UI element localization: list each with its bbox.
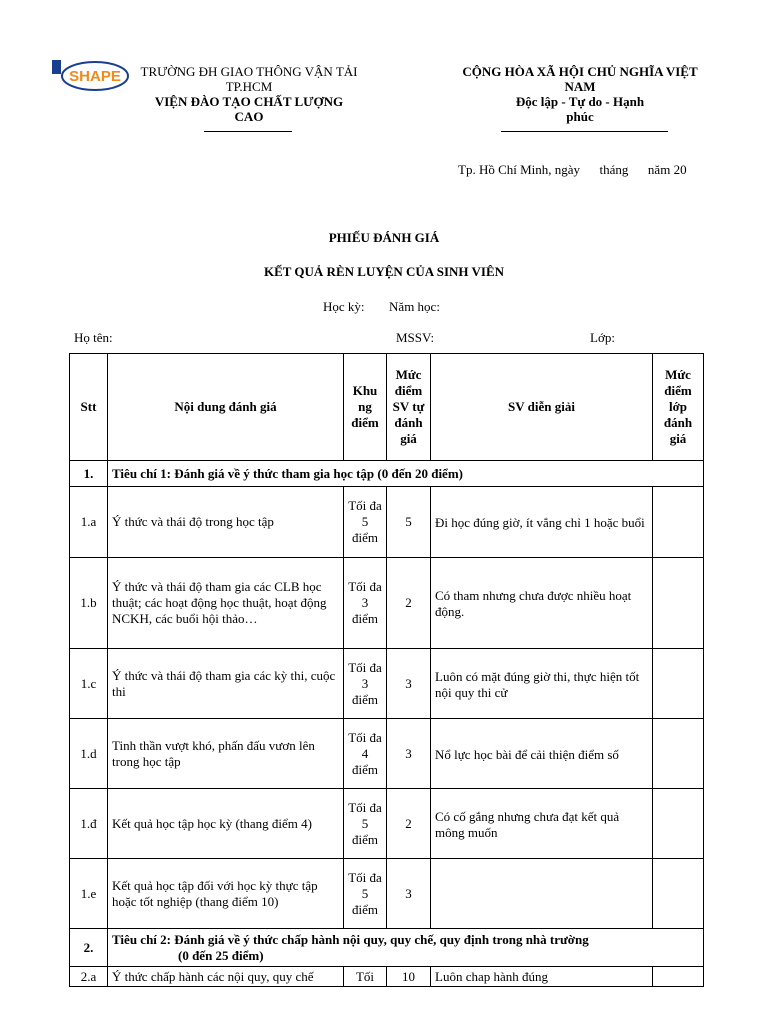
row-self-score: 3 [387,719,431,789]
row-content: Kết quả học tập học kỳ (thang điểm 4) [108,789,344,859]
row-self-score: 3 [387,859,431,929]
semester-label: Học kỳ: [323,299,365,314]
row-explanation: Có cố gắng nhưng chưa đạt kết quả mông muốn [431,789,653,859]
row-range: Tối đa 5 điểm [344,789,387,859]
table-row [70,859,704,929]
evaluation-table [69,353,704,987]
row-stt: 1.c [70,649,108,719]
row-stt: 1.e [70,859,108,929]
row-self-score: 10 [387,967,431,987]
row-content: Ý thức chấp hành các nội quy, quy chế [108,967,344,987]
row-self-score: 5 [387,487,431,558]
row-stt: 1.d [70,719,108,789]
school-logo [50,54,130,94]
name-label: Họ tên: [74,330,113,345]
row-self-score: 3 [387,649,431,719]
row-self-score: 2 [387,558,431,649]
institute-name-line2: CAO [234,109,264,124]
row-range: Tối [344,967,387,987]
row-range: Tối đa 4 điểm [344,719,387,789]
row-content: Ý thức và thái độ trong học tập [108,487,344,558]
motto-line2: phúc [566,109,594,124]
header-self-score: Mức điểm SV tự đánh giá [387,354,431,461]
row-class-score [653,558,704,649]
section-title-line2: (0 đến 25 điểm) [178,947,264,963]
left-header-divider [204,131,292,132]
row-range: Tối đa 3 điểm [344,558,387,649]
section-title [108,929,704,967]
section-title-line1: Tiêu chí 2: Đánh giá về ý thức chấp hành nội quy, quy chế, quy định trong nhà trường [112,931,589,947]
nation-name-line2: NAM [564,79,596,94]
row-self-score: 2 [387,789,431,859]
header-stt: Stt [70,354,108,461]
row-content: Ý thức và thái độ tham gia các kỳ thi, cuộc thi [108,649,344,719]
row-range: Tối đa 5 điểm [344,487,387,558]
form-subtitle: KẾT QUẢ RÈN LUYỆN CỦA SINH VIÊN [263,264,505,279]
section-title: Tiêu chí 1: Đánh giá về ý thức tham gia học tập (0 đến 20 điểm) [108,461,704,487]
header-range: Khu ng điểm [344,354,387,461]
nation-name-line1: CỘNG HÒA XÃ HỘI CHỦ NGHĨA VIỆT [462,64,698,79]
row-explanation: Nổ lực học bài để cải thiện điểm số [431,719,653,789]
section-stt: 1. [70,461,108,487]
row-stt: 1.b [70,558,108,649]
row-content: Tinh thần vượt khó, phấn đấu vươn lên trong học tập [108,719,344,789]
term-line [323,299,440,315]
row-content: Kết quả học tập đối với học kỳ thực tập hoặc tốt nghiệp (thang điểm 10) [108,859,344,929]
school-name-line1: TRƯỜNG ĐH GIAO THÔNG VẬN TẢI [140,64,358,79]
header-explanation: SV diễn giải [431,354,653,461]
table-header-row [70,354,704,461]
row-explanation: Luôn chap hành đúng [431,967,653,987]
table-row [70,487,704,558]
row-explanation: Luôn có mặt đúng giờ thi, thực hiện tốt nội quy thi cử [431,649,653,719]
row-class-score [653,719,704,789]
school-name-line2: TP.HCM [225,79,273,94]
row-stt: 1.đ [70,789,108,859]
row-explanation: Có tham nhưng chưa được nhiều hoạt động. [431,558,653,649]
class-label: Lớp: [590,330,615,345]
row-class-score [653,967,704,987]
table-row [70,967,704,987]
row-explanation [431,859,653,929]
table-row [70,789,704,859]
nation-header [455,64,705,124]
row-class-score [653,859,704,929]
section-stt: 2. [70,929,108,967]
section-row [70,929,704,967]
student-id-label: MSSV: [396,330,435,345]
header-content: Nội dung đánh giá [108,354,344,461]
motto-line1: Độc lập - Tự do - Hạnh [515,94,645,109]
year-label: Năm học: [389,299,440,314]
date-line: Tp. Hồ Chí Minh, ngày tháng năm 20 [458,162,687,177]
row-stt: 1.a [70,487,108,558]
right-header-divider [501,131,668,132]
header-class-score: Mức điểm lớp đánh giá [653,354,704,461]
row-class-score [653,649,704,719]
school-header [140,64,358,124]
table-row [70,719,704,789]
row-class-score [653,789,704,859]
form-title: PHIẾU ĐÁNH GIÁ [328,230,440,245]
row-stt: 2.a [70,967,108,987]
row-explanation: Đi học đúng giờ, ít vắng chỉ 1 hoặc buổi [431,487,653,558]
section-row [70,461,704,487]
svg-text:SHAPE: SHAPE [69,68,121,85]
row-range: Tối đa 5 điểm [344,859,387,929]
institute-name-line1: VIỆN ĐÀO TẠO CHẤT LƯỢNG [154,94,344,109]
row-range: Tối đa 3 điểm [344,649,387,719]
table-row [70,649,704,719]
row-content: Ý thức và thái độ tham gia các CLB học thuật; các hoạt động học thuật, hoạt động NCKH, các buổi hội thảo… [108,558,344,649]
row-class-score [653,487,704,558]
table-row [70,558,704,649]
